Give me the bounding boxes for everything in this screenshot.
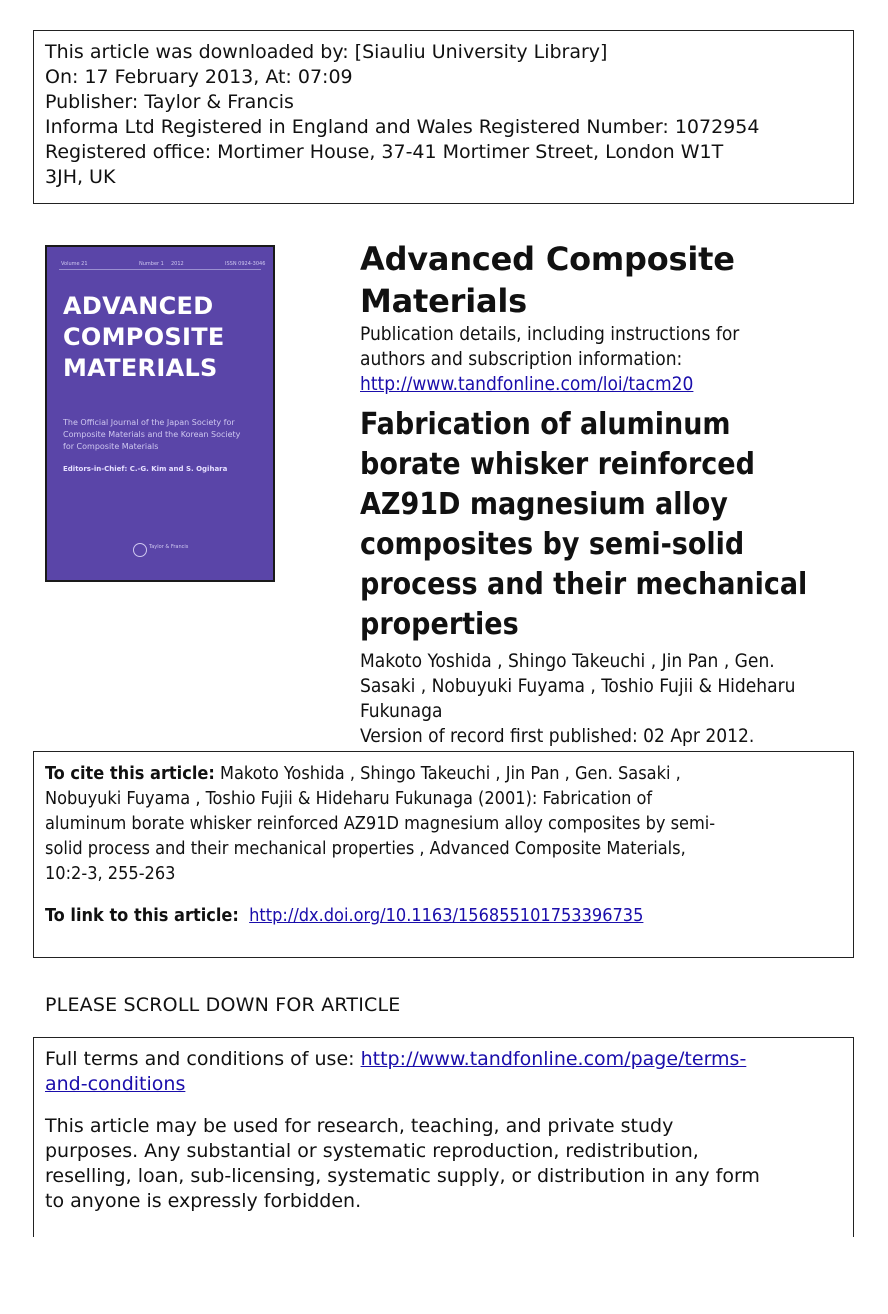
citation-line: Makoto Yoshida , Shingo Takeuchi , Jin Pan , Gen. Sasaki , <box>214 763 681 784</box>
cover-editors: Editors-in-Chief: C.-G. Kim and S. Ogihara <box>63 465 228 473</box>
cover-rule <box>59 269 261 270</box>
journal-cover-image <box>45 245 275 582</box>
article-title-line: Fabrication of aluminum <box>360 407 731 442</box>
citation-line: aluminum borate whisker reinforced AZ91D magnesium alloy composites by semi- <box>45 813 716 834</box>
article-title-line: borate whisker reinforced <box>360 447 755 482</box>
citation-box <box>33 751 854 958</box>
publisher-logo-text: Taylor & Francis <box>149 544 189 550</box>
journal-url-link[interactable]: http://www.tandfonline.com/loi/tacm20 <box>360 373 694 395</box>
citation-line: Nobuyuki Fuyama , Toshio Fujii & Hideharu Fukunaga (2001): Fabrication of <box>45 788 653 809</box>
publisher-line: Publisher: Taylor & Francis <box>45 91 294 113</box>
article-title-line: AZ91D magnesium alloy <box>360 487 728 522</box>
terms-line <box>45 1047 842 1072</box>
usage-terms-line: to anyone is expressly forbidden. <box>45 1190 362 1212</box>
office-line: Registered office: Mortimer House, 37-41 Mortimer Street, London W1T <box>45 141 724 163</box>
cover-volume: Volume 21 <box>61 261 88 267</box>
article-title-line: process and their mechanical <box>360 567 808 602</box>
download-info-box <box>33 30 854 204</box>
cover-title-line: MATERIALS <box>63 354 218 382</box>
article-metadata <box>360 238 860 749</box>
doi-link[interactable]: http://dx.doi.org/10.1163/156855101753396735 <box>249 905 644 926</box>
publication-details-cont: authors and subscription information: <box>360 348 683 370</box>
link-label: To link to this article: <box>45 905 239 926</box>
citation-line: 10:2-3, 255-263 <box>45 863 176 884</box>
usage-terms-line: purposes. Any substantial or systematic reproduction, redistribution, <box>45 1140 699 1162</box>
article-title-line: composites by semi-solid <box>360 527 745 562</box>
cover-subtitle: The Official Journal of the Japan Society for Composite Materials and the Korean Society for Composite Materials <box>63 418 241 451</box>
cite-label: To cite this article: <box>45 763 215 784</box>
terms-link-cont[interactable]: and-conditions <box>45 1073 186 1095</box>
cover-issn: ISSN 0924-3046 <box>225 261 266 267</box>
citation-text <box>45 761 842 786</box>
download-line: This article was downloaded by: [Siauliu University Library] <box>45 41 608 63</box>
authors-line: Sasaki , Nobuyuki Fuyama , Toshio Fujii & Hideharu <box>360 675 796 697</box>
download-date: On: 17 February 2013, At: 07:09 <box>45 66 353 88</box>
registration-line: Informa Ltd Registered in England and Wales Registered Number: 1072954 <box>45 116 760 138</box>
terms-label: Full terms and conditions of use: <box>45 1048 361 1070</box>
usage-terms-line: reselling, loan, sub-licensing, systematic supply, or distribution in any form <box>45 1165 760 1187</box>
terms-link[interactable]: http://www.tandfonline.com/page/terms- <box>360 1048 747 1070</box>
terms-box <box>33 1037 854 1237</box>
article-title-line: properties <box>360 607 519 642</box>
cover-title-line: COMPOSITE <box>63 323 225 351</box>
authors-line: Makoto Yoshida , Shingo Takeuchi , Jin Pan , Gen. <box>360 650 775 672</box>
cover-title-line: ADVANCED <box>63 292 214 320</box>
version-line: Version of record first published: 02 Apr 2012. <box>360 725 755 747</box>
publication-details: Publication details, including instructions for <box>360 323 740 345</box>
article-title <box>360 405 860 645</box>
journal-title: Advanced Composite Materials <box>360 240 735 320</box>
authors-line: Fukunaga <box>360 700 443 722</box>
usage-terms-line: This article may be used for research, teaching, and private study <box>45 1115 674 1137</box>
article-link-line <box>45 903 842 928</box>
scroll-notice: PLEASE SCROLL DOWN FOR ARTICLE <box>45 994 401 1016</box>
cover-title <box>63 291 263 384</box>
cover-number: Number 1 <box>139 261 164 267</box>
publisher-logo-icon <box>133 543 147 557</box>
cover-year: 2012 <box>171 261 184 267</box>
citation-line: solid process and their mechanical properties , Advanced Composite Materials, <box>45 838 686 859</box>
office-line-cont: 3JH, UK <box>45 166 116 188</box>
